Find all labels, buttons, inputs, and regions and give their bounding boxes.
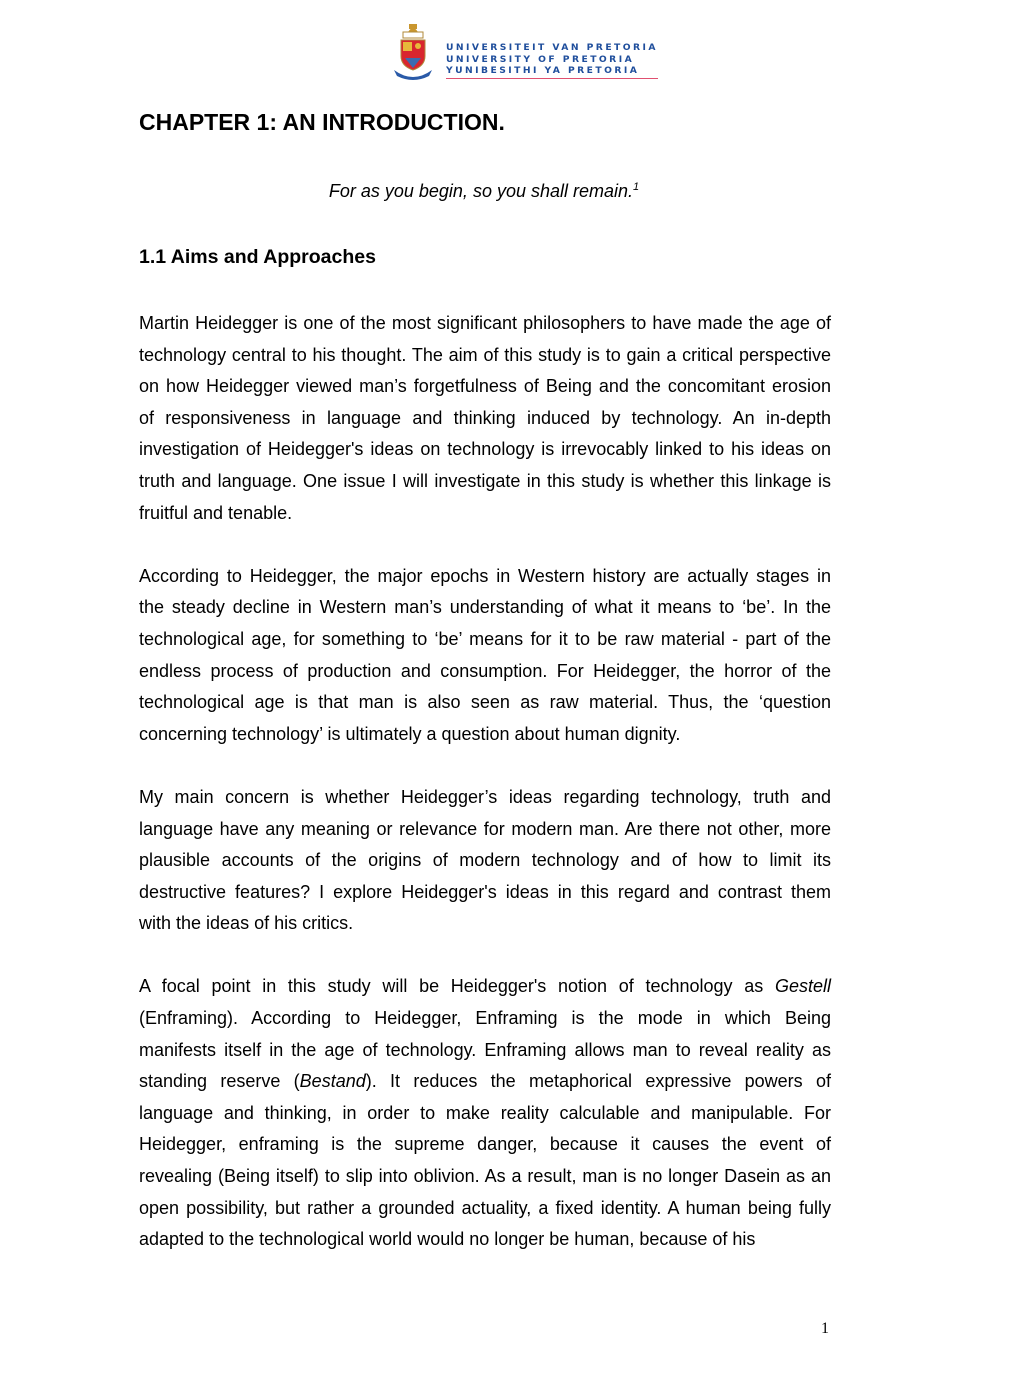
epigraph xyxy=(0,181,968,202)
paragraph xyxy=(139,974,831,1258)
text-segment: plausible accounts of the origins of modern technology and of how to limit its xyxy=(139,850,831,871)
text-segment: language and thinking, in order to make reality calculable and manipulable. For xyxy=(139,1102,831,1123)
paragraph xyxy=(139,311,831,532)
text-segment: Martin Heidegger is one of the most significant philosophers to have made the age of xyxy=(139,313,831,333)
text-segment: investigation of Heidegger's ideas on technology is irrevocably linked to his ideas on xyxy=(139,439,831,460)
text-line xyxy=(139,722,831,754)
text-segment: of responsiveness in language and thinking induced by technology. An in-depth xyxy=(139,407,831,428)
text-line xyxy=(139,501,831,533)
chapter-title: CHAPTER 1: AN INTRODUCTION. xyxy=(139,109,505,135)
text-segment: (Enframing). According to Heidegger, Enframing is the mode in which Being xyxy=(139,1008,831,1029)
text-line xyxy=(139,848,831,880)
text-segment: destructive features? I explore Heidegger's ideas in this regard and contrast them xyxy=(139,881,831,902)
text-line xyxy=(139,1164,831,1196)
text-segment: adapted to the technological world would no longer be human, because of his xyxy=(139,1229,756,1250)
text-segment: standing reserve ( xyxy=(139,1071,300,1092)
text-line xyxy=(139,1069,831,1101)
section-title: 1.1 Aims and Approaches xyxy=(139,246,376,268)
page-number: 1 xyxy=(821,1320,829,1337)
text-line xyxy=(139,343,831,375)
university-logo xyxy=(392,18,658,82)
epigraph-text: For as you begin, so you shall remain. xyxy=(328,181,634,201)
text-segment: According to Heidegger, the major epochs in Western history are actually stages in xyxy=(139,565,831,586)
text-segment: with the ideas of his critics. xyxy=(139,913,354,934)
text-segment: open possibility, but rather a grounded actuality, a fixed identity. A human being fully xyxy=(139,1197,831,1218)
text-line xyxy=(139,911,831,943)
text-line xyxy=(139,690,831,722)
paragraph xyxy=(139,564,831,754)
paragraph xyxy=(139,785,831,943)
university-crest-icon xyxy=(392,18,434,82)
text-segment: concerning technology’ is ultimately a question about human dignity. xyxy=(139,723,681,744)
text-line xyxy=(139,311,831,343)
text-segment: Heidegger, enframing is the supreme danger, because it causes the event of xyxy=(139,1134,831,1155)
footnote-marker[interactable]: 1 xyxy=(633,181,640,193)
text-segment: fruitful and tenable. xyxy=(139,502,293,523)
logo-line-sepedi: YUNIBESITHI YA PRETORIA xyxy=(446,65,640,77)
text-line xyxy=(139,880,831,912)
text-line xyxy=(139,974,831,1006)
text-segment: language have any meaning or relevance for modern man. Are there not other, more xyxy=(139,818,831,839)
italic-term: Gestell xyxy=(774,976,831,997)
italic-term: Bestand xyxy=(299,1071,366,1092)
text-line xyxy=(139,785,831,817)
text-line xyxy=(139,437,831,469)
text-segment: technological age, for something to ‘be’ means for it to be raw material - part of the xyxy=(139,628,831,649)
text-segment: technology central to his thought. The aim of this study is to gain a critical perspective xyxy=(139,344,831,365)
text-line xyxy=(139,564,831,596)
text-segment: technological age is that man is also seen as raw material. Thus, the ‘question xyxy=(139,692,831,713)
text-segment: truth and language. One issue I will investigate in this study is whether this linkage is xyxy=(139,470,831,491)
text-line xyxy=(139,627,831,659)
text-line xyxy=(139,406,831,438)
text-segment: revealing (Being itself) to slip into oblivion. As a result, man is no longer Dasein as an xyxy=(139,1166,831,1187)
text-line xyxy=(139,659,831,691)
logo-line-english: UNIVERSITY OF PRETORIA xyxy=(446,53,635,65)
text-line xyxy=(139,1006,831,1038)
university-name xyxy=(446,42,658,79)
text-line xyxy=(139,1132,831,1164)
text-line xyxy=(139,469,831,501)
text-line xyxy=(139,1038,831,1070)
text-line xyxy=(139,1101,831,1133)
text-segment: on how Heidegger viewed man’s forgetfulness of Being and the concomitant erosion xyxy=(139,376,831,397)
text-segment: My main concern is whether Heidegger’s ideas regarding technology, truth and xyxy=(139,786,831,807)
text-segment: A focal point in this study will be Heidegger's notion of technology as xyxy=(139,976,775,997)
text-line xyxy=(139,817,831,849)
text-line xyxy=(139,1227,831,1259)
text-segment: endless process of production and consumption. For Heidegger, the horror of the xyxy=(139,660,831,681)
text-line xyxy=(139,595,831,627)
body-text xyxy=(139,311,831,1290)
text-line xyxy=(139,374,831,406)
text-segment: the steady decline in Western man’s understanding of what it means to ‘be’. In the xyxy=(139,597,831,618)
text-line xyxy=(139,1196,831,1228)
text-segment: ). It reduces the metaphorical expressive powers of xyxy=(365,1071,831,1092)
text-segment: manifests itself in the age of technology. Enframing allows man to reveal reality as xyxy=(139,1039,831,1060)
logo-line-afrikaans: UNIVERSITEIT VAN PRETORIA xyxy=(446,42,658,54)
